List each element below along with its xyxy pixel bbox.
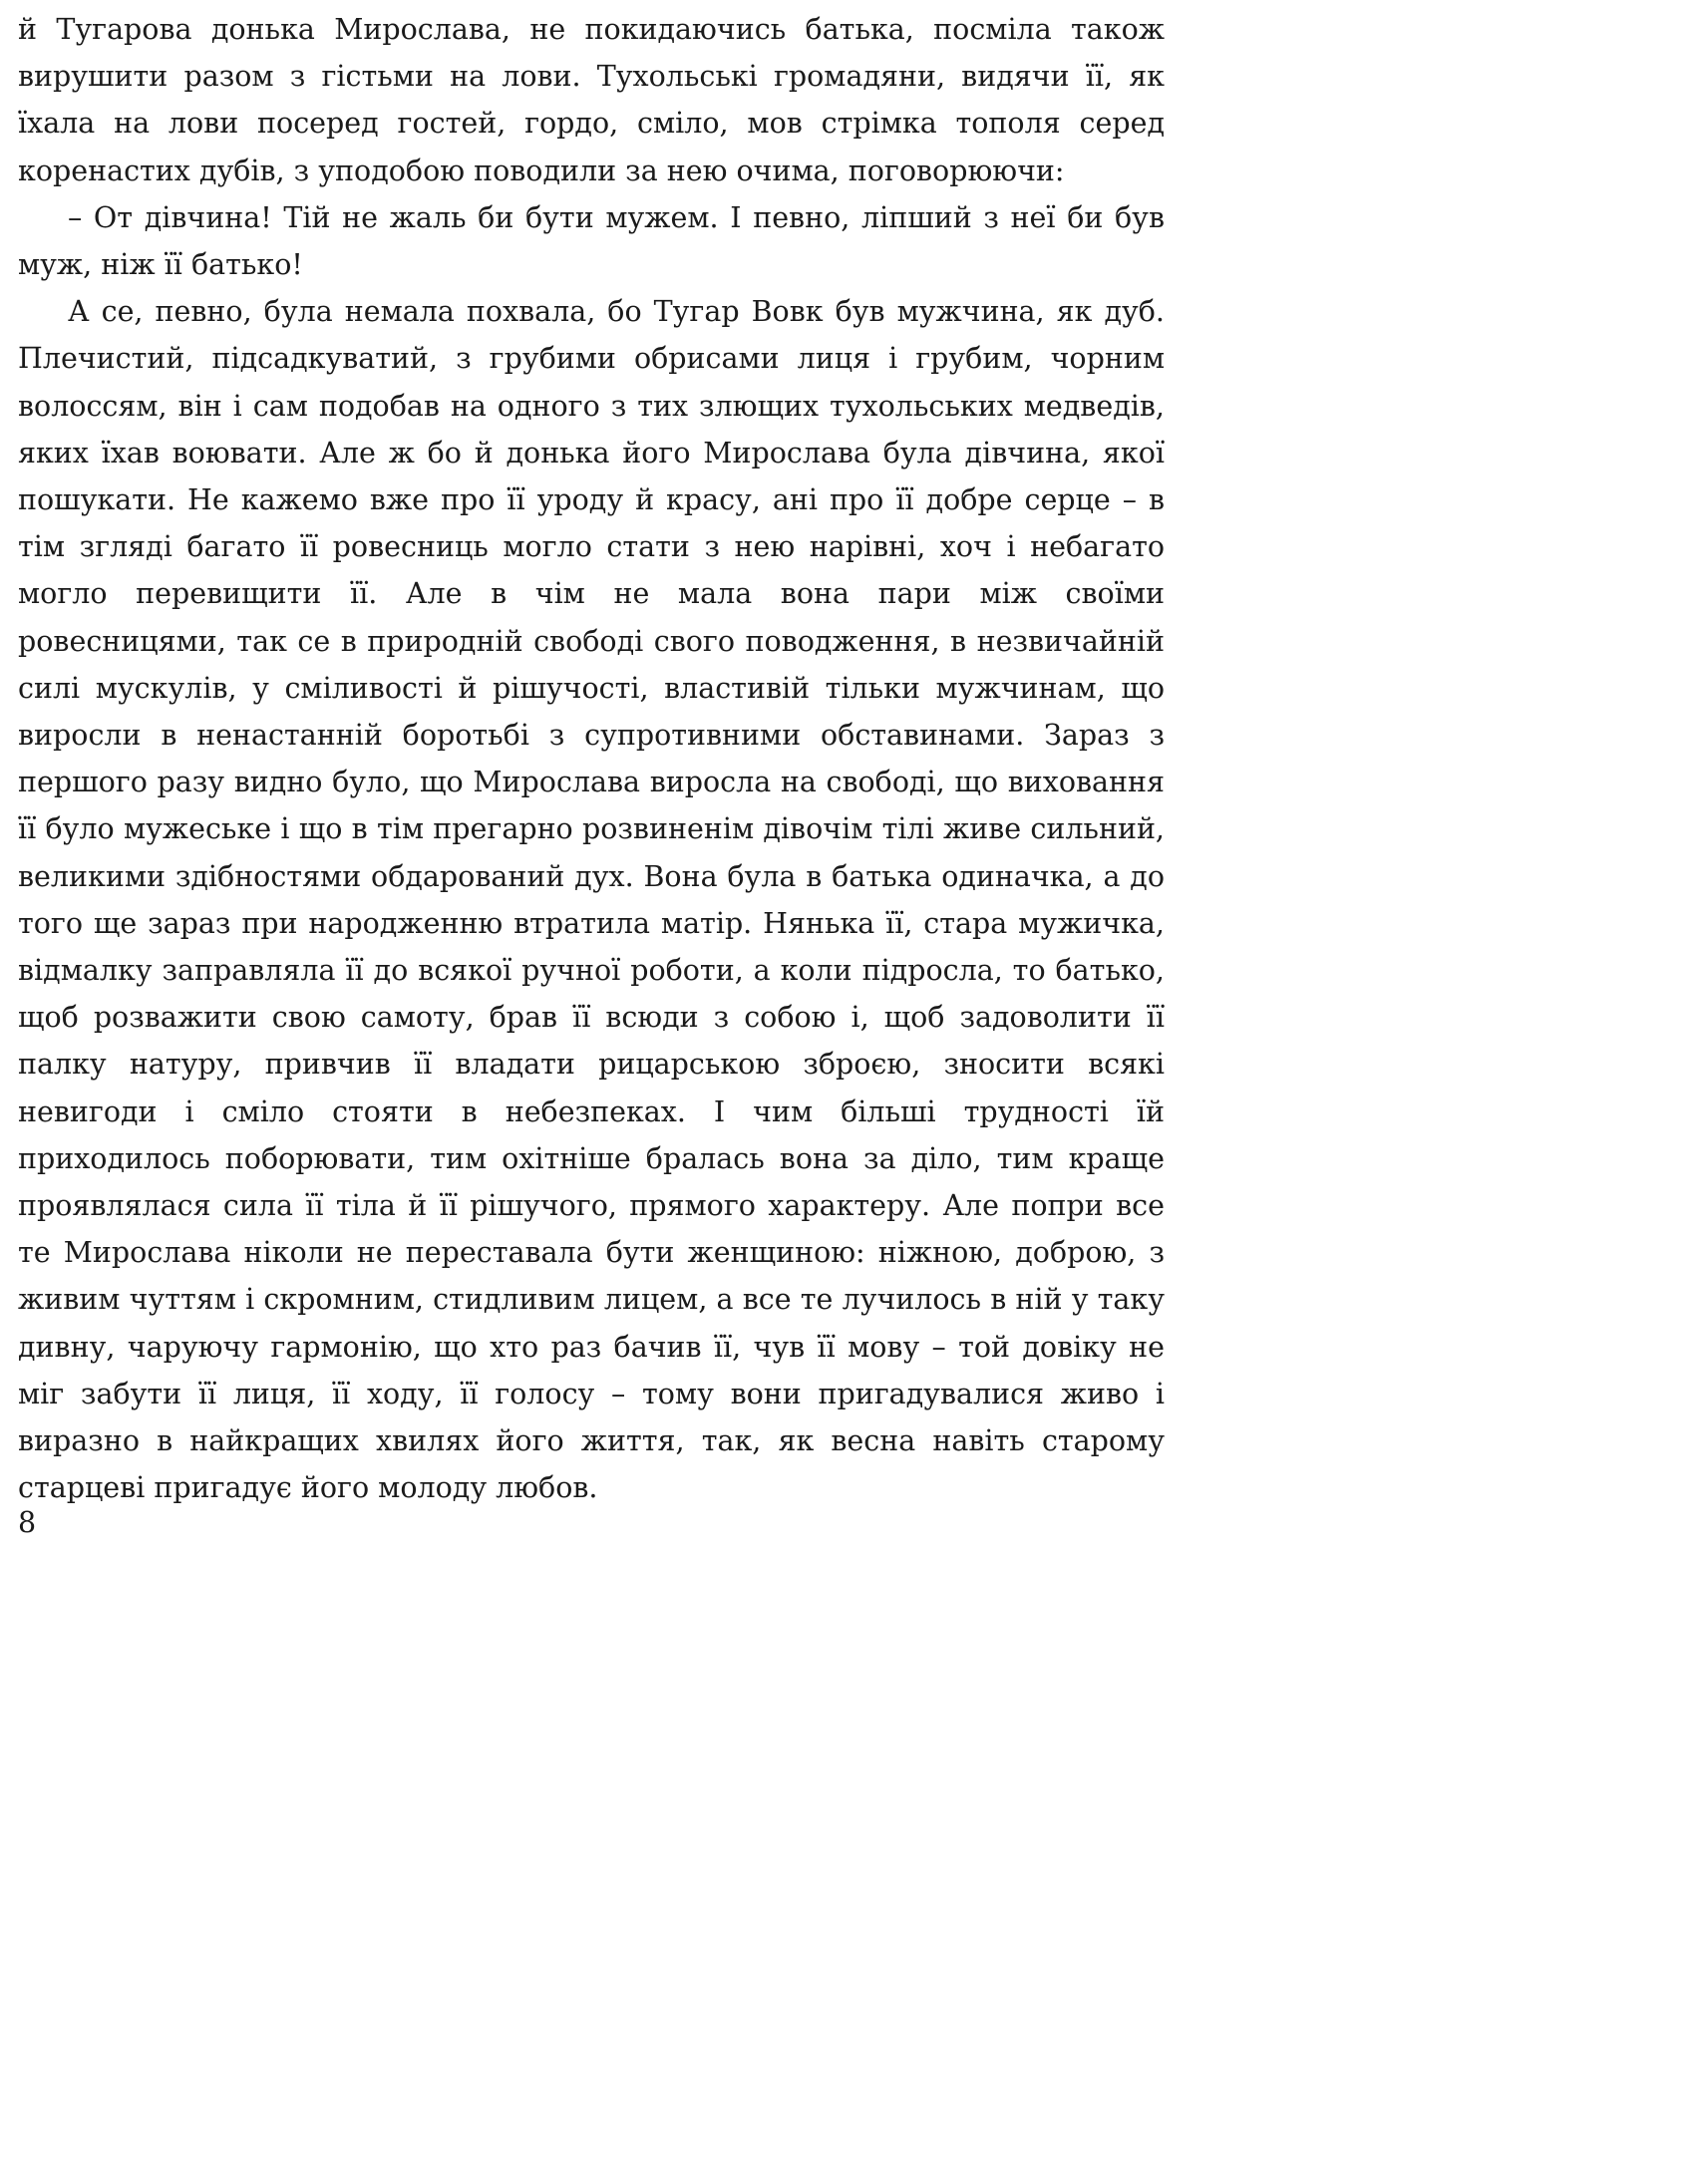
book-page: [18, 6, 1165, 1553]
body-text: [18, 6, 1165, 1512]
page-number: 8: [18, 1506, 37, 1539]
paragraph-description: А се, певно, була немала похвала, бо Тугар Вовк був мужчина, як дуб. Плечистий, підсадкуватий, з грубими обрисами лиця і грубим, чорним волоссям, він і сам подобав на одного з тих злющих тухольських медведів, яких їхав воювати. Але ж бо й донька його Мирослава була дівчина, якої пошукати. Не кажемо вже про її уроду й красу, ані про її добре серце – в тім згляді багато її ровесниць могло стати з нею нарівні, хоч і небагато могло перевищити її. Але в чім не мала вона пари між своїми ровесницями, так се в природній свободі свого поводження, в незвичайній силі мускулів, у сміливості й рішучості, властивій тільки мужчинам, що виросли в ненастанній боротьбі з супротивними обставинами. Зараз з першого разу видно було, що Мирослава виросла на свободі, що виховання її було мужеське і що в тім прегарно розвиненім дівочім тілі живе сильний, великими здібностями обдарований дух. Вона була в батька одиначка, а до того ще зараз при народженню втратила матір. Нянька її, стара мужичка, відмалку заправляла її до всякої ручної роботи, а коли підросла, то батько, щоб розважити свою самоту, брав її всюди з собою і, щоб задоволити її палку натуру, привчив її владати рицарською зброєю, зносити всякі невигоди і сміло стояти в небезпеках. І чим більші трудності їй приходилось поборювати, тим охітніше бралась вона за діло, тим краще проявлялася сила її тіла й її рішучого, прямого характеру. Але попри все те Мирослава ніколи не переставала бути женщиною: ніжною, доброю, з живим чуттям і скромним, стидливим лицем, а все те лучилось в ній у таку дивну, чаруючу гармонію, що хто раз бачив її, чув її мову – той довіку не міг забути її лиця, її ходу, її голосу – тому вони пригадувалися живо і виразно в найкращих хвилях його життя, так, як весна навіть старому старцеві пригадує його молоду любов.: [18, 295, 1165, 1505]
paragraph-continuation: й Тугарова донька Мирослава, не покидаючись батька, посміла також вирушити разом з гістьми на лови. Тухольські громадяни, видячи її, як їхала на лови посеред гостей, гордо, сміло, мов стрімка тополя серед коренастих дубів, з уподобою поводили за нею очима, поговорюючи:: [18, 13, 1165, 187]
paragraph-dialogue: – От дівчина! Тій не жаль би бути мужем. І певно, ліпший з неї би був муж, ніж її батько!: [18, 200, 1165, 282]
